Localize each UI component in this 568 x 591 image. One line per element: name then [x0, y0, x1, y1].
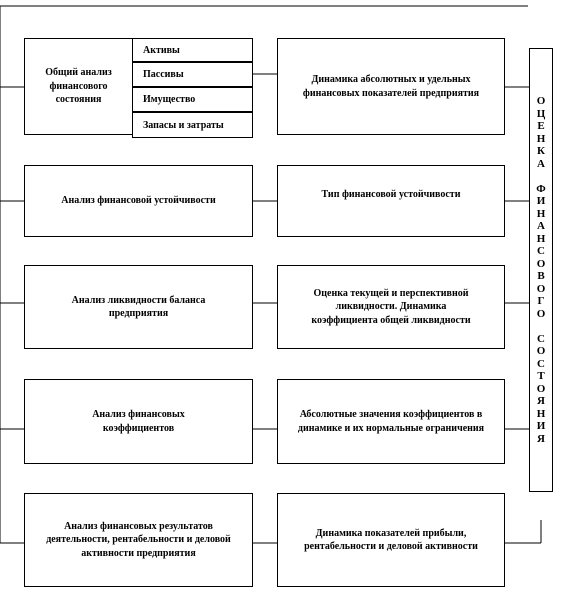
sub-assets: [132, 38, 253, 62]
sub-liabilities: [132, 62, 253, 87]
side-label-letter: Н: [536, 232, 546, 245]
side-label-letter: С: [537, 357, 545, 370]
side-label-letter: К: [537, 145, 545, 157]
side-label-letter: С: [537, 332, 545, 345]
box-profit-dynamics: [277, 493, 505, 587]
side-label-letter: Г: [537, 295, 545, 307]
stocks-label: Запасы и затраты: [143, 119, 224, 131]
box-financial-stability: [24, 165, 253, 237]
sub-stocks: [132, 112, 253, 138]
liabilities-label: Пассивы: [143, 69, 184, 80]
box-absolute-values: [277, 379, 505, 464]
box-results-analysis: [24, 493, 253, 587]
side-label-letter: Т: [537, 370, 545, 382]
box-general-analysis: [24, 38, 133, 135]
side-label-letter: А: [537, 157, 545, 170]
side-label-letter: Ф: [536, 182, 546, 195]
sub-property: [132, 87, 253, 112]
property-label: Имущество: [143, 94, 196, 105]
liquidity-evaluation-label: Оценка текущей и перспективной ликвидности. Динамика коэффициента общей ликвидности: [311, 287, 471, 326]
side-label-letter: О: [536, 282, 546, 295]
side-label-letter: И: [536, 195, 546, 207]
side-label-letter: Ц: [536, 107, 546, 120]
side-label-letter: Н: [536, 132, 546, 145]
side-label-letter: О: [536, 382, 546, 395]
side-label-gap: [540, 170, 543, 183]
absolute-values-label: Абсолютные значения коэффициентов в динамике и их нормальные ограничения: [297, 409, 485, 434]
side-label-letter: Е: [537, 120, 545, 132]
side-label-letter: Я: [537, 432, 545, 445]
assets-label: Активы: [143, 44, 180, 56]
side-label-letter: О: [536, 345, 546, 357]
results-analysis-label: Анализ финансовых результатов деятельности, рентабельности и деловой активности предприятия: [46, 520, 231, 559]
side-label-letter: О: [536, 307, 546, 320]
box-liquidity-analysis: [24, 265, 253, 349]
liquidity-analysis-label: Анализ ликвидности баланса предприятия: [71, 294, 206, 319]
side-label-letter: В: [537, 270, 545, 282]
box-stability-type: [277, 165, 505, 237]
box-ratios-analysis: [24, 379, 253, 464]
side-label-letter: О: [536, 95, 546, 107]
ratios-analysis-label: Анализ финансовых коэффициентов: [92, 409, 185, 434]
side-label-letter: Н: [536, 207, 546, 220]
general-analysis-label: Общий анализ финансового состояния: [45, 67, 112, 106]
stability-type-label: Тип финансовой устойчивости: [321, 189, 461, 200]
profit-dynamics-label: Динамика показателей прибыли, рентабельности и деловой активности: [304, 527, 478, 552]
box-liquidity-evaluation: [277, 265, 505, 349]
dynamics-label: Динамика абсолютных и удельных финансовых показателей предприятия: [302, 74, 480, 99]
side-label-letter: И: [536, 420, 546, 432]
side-label-letter: Я: [537, 395, 545, 407]
side-label-letter: Н: [536, 407, 546, 420]
financial-stability-label: Анализ финансовой устойчивости: [61, 195, 216, 207]
side-label: [529, 48, 553, 492]
side-label-letter: А: [537, 220, 545, 232]
box-dynamics: [277, 38, 505, 135]
side-label-letter: О: [536, 257, 546, 270]
side-label-letter: С: [537, 245, 545, 257]
side-label-gap: [540, 320, 543, 333]
